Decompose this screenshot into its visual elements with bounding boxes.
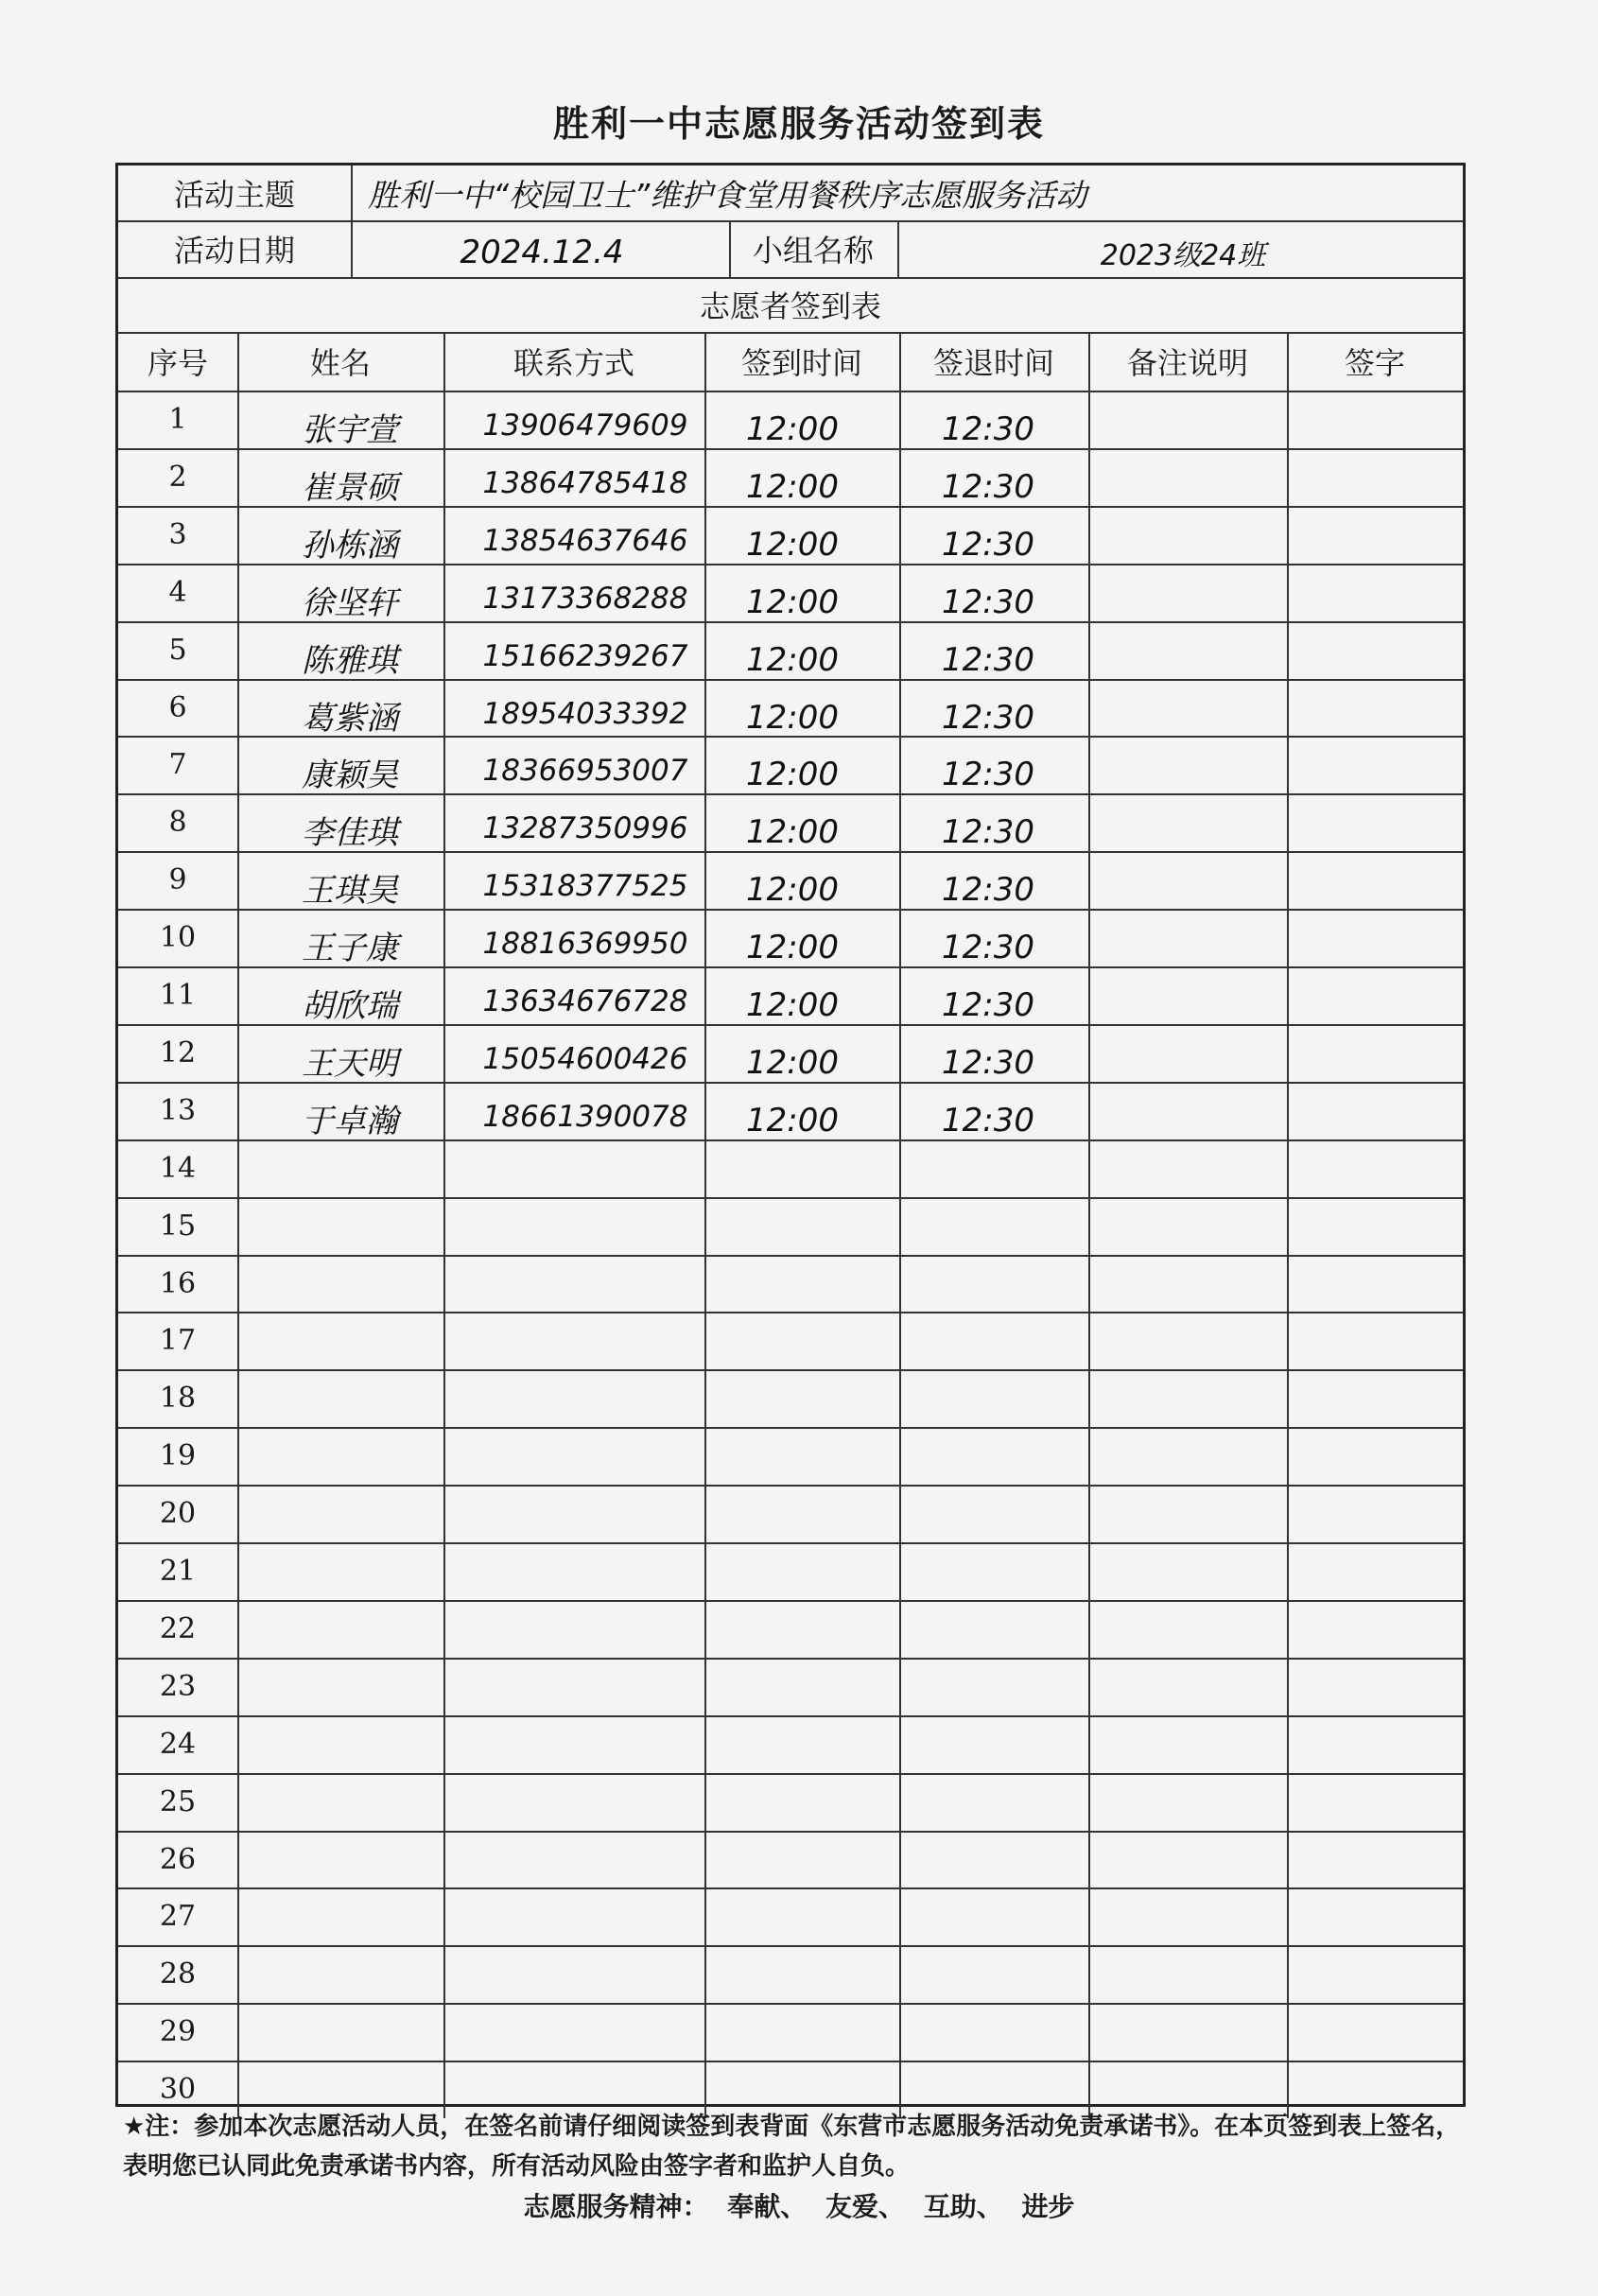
disclaimer-note: ★注：参加本次志愿活动人员，在签名前请仔细阅读签到表背面《东营市志愿服务活动免责承诺书》。在本页签到表上签名，表明您已认同此免责承诺书内容，所有活动风险由签字者和监护人自负。 — [123, 2113, 1461, 2181]
row-number: 14 — [159, 1152, 197, 1185]
volunteer-name: 孙栋涵 — [302, 527, 398, 565]
volunteer-name: 王子康 — [302, 930, 398, 967]
volunteer-spirit: 志愿服务精神： 奉献、 友爱、 互助、 进步 — [523, 2191, 1075, 2222]
volunteer-phone: 18954033392 — [482, 696, 688, 731]
row-number: 16 — [159, 1267, 197, 1300]
signin-time: 12:00 — [746, 698, 839, 737]
column-header-signout: 签退时间 — [932, 345, 1054, 381]
row-number: 25 — [159, 1785, 197, 1818]
signout-time: 12:30 — [942, 928, 1034, 966]
sign-in-table — [115, 163, 1466, 2107]
theme-value: 胜利一中“校园卫士”维护食堂用餐秩序志愿服务活动 — [368, 176, 1087, 214]
row-number: 5 — [168, 634, 187, 667]
volunteer-phone: 13634676728 — [482, 983, 688, 1018]
signin-time: 12:00 — [746, 640, 839, 679]
signin-time: 12:00 — [746, 525, 839, 564]
row-line — [118, 1427, 1463, 1429]
signin-time: 12:00 — [746, 583, 839, 621]
row-number: 17 — [159, 1324, 197, 1357]
signout-time: 12:30 — [942, 698, 1034, 737]
row-line — [118, 1658, 1463, 1660]
column-header-signature: 签字 — [1344, 345, 1405, 381]
column-line — [237, 332, 239, 2118]
row-number: 1 — [168, 403, 187, 436]
column-header-name: 姓名 — [309, 345, 371, 381]
row-line — [118, 1600, 1463, 1602]
row-line — [118, 1369, 1463, 1371]
row-number: 19 — [159, 1439, 197, 1472]
signin-time: 12:00 — [746, 755, 839, 793]
volunteer-name: 王琪昊 — [302, 872, 398, 910]
header-column-line — [897, 220, 899, 277]
row-number: 22 — [159, 1612, 197, 1645]
row-number: 27 — [159, 1900, 197, 1933]
row-number: 15 — [159, 1209, 197, 1243]
row-number: 13 — [159, 1094, 197, 1127]
signout-time: 12:30 — [942, 870, 1034, 909]
volunteer-phone: 18366953007 — [482, 753, 688, 788]
row-line — [118, 2061, 1463, 2062]
theme-label: 活动主题 — [173, 177, 295, 213]
row-number: 11 — [159, 979, 197, 1012]
signout-time: 12:30 — [942, 755, 1034, 793]
volunteer-phone: 15054600426 — [482, 1041, 688, 1076]
row-line — [118, 391, 1463, 392]
signout-time: 12:30 — [942, 640, 1034, 679]
row-number: 30 — [159, 2073, 197, 2106]
row-line — [118, 1887, 1463, 1889]
row-line — [118, 2003, 1463, 2005]
volunteer-phone: 15166239267 — [482, 638, 688, 673]
volunteer-name: 于卓瀚 — [302, 1103, 398, 1140]
signout-time: 12:30 — [942, 467, 1034, 506]
row-number: 4 — [168, 576, 187, 609]
page-title: 胜利一中志愿服务活动签到表 — [552, 103, 1045, 145]
volunteer-phone: 18816369950 — [482, 926, 688, 961]
row-number: 29 — [159, 2015, 197, 2048]
volunteer-name: 康颖昊 — [302, 757, 398, 794]
row-line — [118, 1542, 1463, 1544]
row-line — [118, 1197, 1463, 1199]
volunteer-phone: 18661390078 — [482, 1099, 688, 1134]
row-number: 12 — [159, 1036, 197, 1070]
signout-time: 12:30 — [942, 1043, 1034, 1082]
signin-time: 12:00 — [746, 870, 839, 909]
header-column-line — [351, 165, 353, 277]
signout-time: 12:30 — [942, 812, 1034, 851]
row-number: 21 — [159, 1555, 197, 1588]
volunteer-name: 陈雅琪 — [302, 642, 398, 680]
volunteer-phone: 13173368288 — [482, 581, 688, 616]
signin-time: 12:00 — [746, 812, 839, 851]
signin-time: 12:00 — [746, 409, 839, 448]
signin-time: 12:00 — [746, 1101, 839, 1139]
volunteer-phone: 13864785418 — [482, 465, 688, 500]
signout-time: 12:30 — [942, 409, 1034, 448]
signout-time: 12:30 — [942, 985, 1034, 1024]
date-label: 活动日期 — [173, 233, 295, 269]
row-number: 3 — [168, 518, 187, 551]
signin-time: 12:00 — [746, 467, 839, 506]
signout-time: 12:30 — [942, 1101, 1034, 1139]
row-number: 23 — [159, 1670, 197, 1703]
row-number: 6 — [168, 691, 187, 724]
column-header-phone: 联系方式 — [512, 345, 634, 381]
date-value: 2024.12.4 — [460, 234, 624, 271]
section-title: 志愿者签到表 — [699, 288, 881, 324]
signout-time: 12:30 — [942, 525, 1034, 564]
row-number: 20 — [159, 1497, 197, 1530]
volunteer-name: 胡欣瑞 — [302, 987, 398, 1025]
row-number: 9 — [168, 863, 187, 896]
volunteer-phone: 13906479609 — [482, 408, 688, 443]
row-line — [118, 1773, 1463, 1775]
row-number: 26 — [159, 1843, 197, 1876]
volunteer-name: 葛紫涵 — [302, 700, 398, 738]
volunteer-phone: 13854637646 — [482, 523, 688, 558]
group-value: 2023级24班 — [1100, 239, 1266, 272]
row-number: 28 — [159, 1957, 197, 1991]
row-line — [118, 1945, 1463, 1947]
column-line — [1088, 332, 1090, 2118]
row-line — [118, 1485, 1463, 1487]
row-number: 10 — [159, 921, 197, 954]
volunteer-name: 崔景硕 — [302, 469, 398, 507]
volunteer-phone: 13287350996 — [482, 810, 688, 845]
volunteer-name: 王天明 — [302, 1045, 398, 1083]
column-header-remarks: 备注说明 — [1126, 345, 1248, 381]
volunteer-phone: 15318377525 — [482, 868, 688, 903]
volunteer-name: 徐坚轩 — [302, 584, 398, 622]
signin-time: 12:00 — [746, 928, 839, 966]
column-header-signin: 签到时间 — [740, 345, 862, 381]
row-line — [118, 1255, 1463, 1257]
row-line — [118, 1831, 1463, 1833]
volunteer-name: 李佳琪 — [302, 814, 398, 852]
volunteer-name: 张宇萱 — [302, 411, 398, 449]
column-line — [1287, 332, 1289, 2118]
row-number: 7 — [168, 748, 187, 781]
row-line — [118, 1715, 1463, 1717]
row-number: 18 — [159, 1382, 197, 1415]
row-line — [118, 1312, 1463, 1313]
row-number: 24 — [159, 1728, 197, 1761]
signin-time: 12:00 — [746, 1043, 839, 1082]
row-number: 2 — [168, 461, 187, 494]
signin-time: 12:00 — [746, 985, 839, 1024]
group-label: 小组名称 — [752, 233, 874, 269]
column-header-no: 序号 — [147, 345, 208, 381]
row-number: 8 — [168, 806, 187, 839]
signout-time: 12:30 — [942, 583, 1034, 621]
